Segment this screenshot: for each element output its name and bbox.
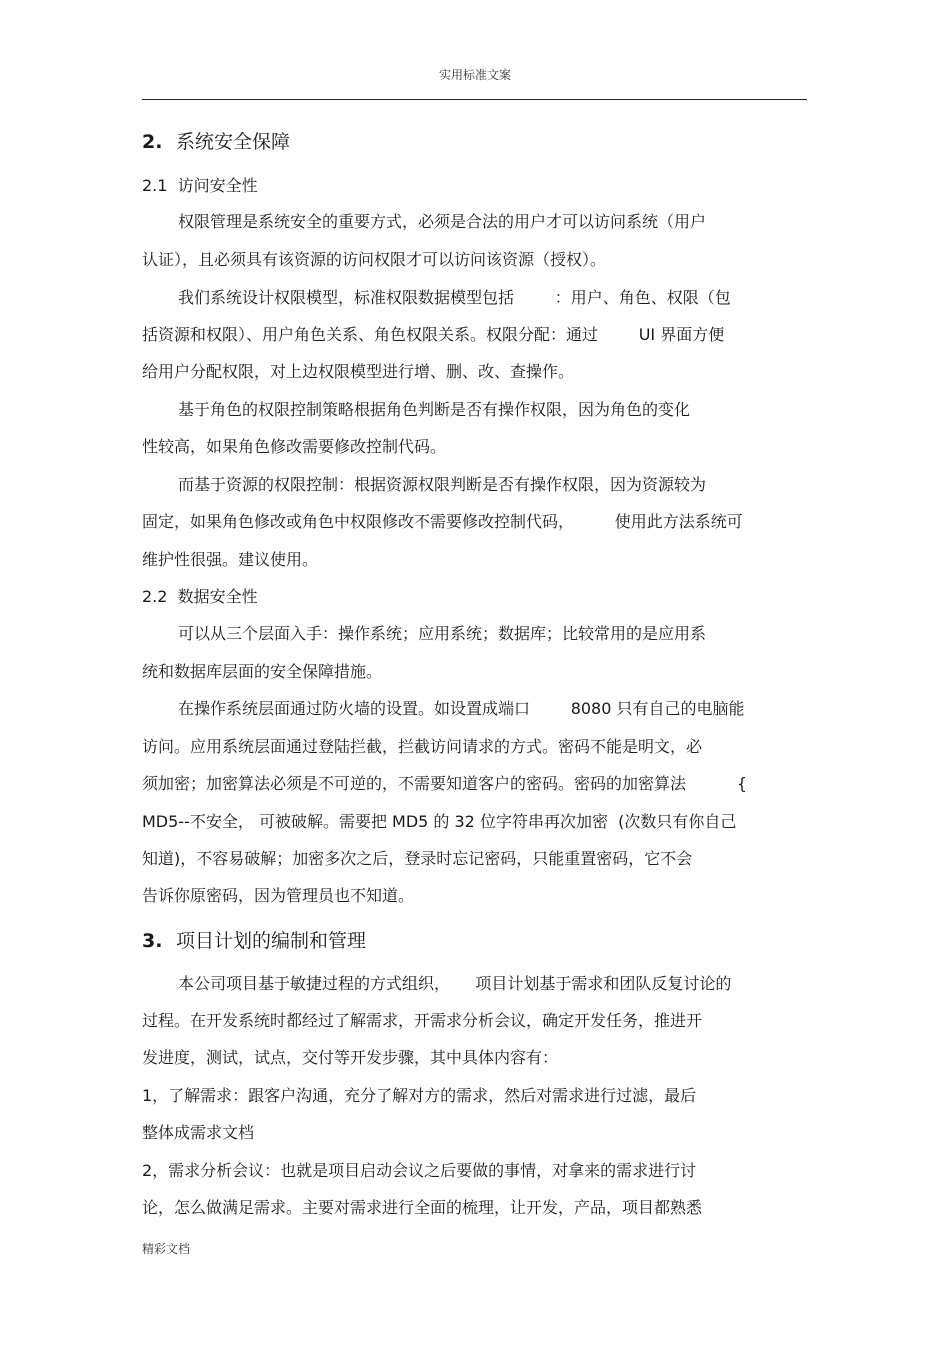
- paragraph-line: 访问。应用系统层面通过登陆拦截，拦截访问请求的方式。密码不能是明文，必: [142, 737, 703, 756]
- section-title: 项目计划的编制和管理: [176, 930, 367, 952]
- section-heading: [142, 931, 366, 951]
- paragraph-line: 认证），且必须具有该资源的访问权限才可以访问该资源（授权）。: [142, 250, 607, 269]
- section-heading: [142, 132, 290, 152]
- paragraph-line: 而基于资源的权限控制：根据资源权限判断是否有操作权限，因为资源较为: [178, 475, 707, 494]
- subsection-heading: 2.1 访问安全性: [142, 176, 258, 195]
- section-number: 2.: [142, 131, 163, 153]
- section-title: 系统安全保障: [176, 131, 291, 153]
- subsection-heading: 2.2 数据安全性: [142, 587, 258, 606]
- paragraph-line: 基于角色的权限控制策略根据角色判断是否有操作权限，因为角色的变化: [178, 400, 691, 419]
- section-number: 3.: [142, 930, 163, 952]
- paragraph-line: MD5--不安全， 可被破解。需要把 MD5 的 32 位字符串再次加密 (次数只有你自己: [142, 812, 737, 831]
- paragraph-line: 给用户分配权限，对上边权限模型进行增、删、改、查操作。: [142, 362, 575, 381]
- paragraph-line: 权限管理是系统安全的重要方式，必须是合法的用户才可以访问系统（用户: [178, 212, 707, 231]
- page-header: 实用标准文案: [438, 68, 511, 82]
- paragraph-line: 性较高，如果角色修改需要修改控制代码。: [142, 437, 447, 456]
- paragraph-line: 括资源和权限）、用户角色关系、角色权限关系。权限分配：通过 UI 界面方便: [142, 325, 725, 344]
- paragraph-line: 在操作系统层面通过防火墙的设置。如设置成端口 8080 只有自己的电脑能: [178, 699, 745, 718]
- page-footer: 精彩文档: [142, 1242, 191, 1256]
- list-item-line: 整体成需求文档: [142, 1123, 255, 1142]
- paragraph-line: 过程。在开发系统时都经过了解需求，开需求分析会议，确定开发任务，推进开: [142, 1011, 703, 1030]
- paragraph-line: 我们系统设计权限模型，标准权限数据模型包括 ：用户、角色、权限（包: [178, 288, 731, 307]
- paragraph-line: 须加密；加密算法必须是不可逆的，不需要知道客户的密码。密码的加密算法 {: [142, 774, 748, 793]
- paragraph-line: 维护性很强。建议使用。: [142, 550, 319, 569]
- header-rule: [142, 99, 807, 100]
- list-item-line: 论，怎么做满足需求。主要对需求进行全面的梳理，让开发，产品，项目都熟悉: [142, 1198, 703, 1217]
- paragraph-line: 固定，如果角色修改或角色中权限修改不需要修改控制代码， 使用此方法系统可: [142, 512, 743, 531]
- list-item-line: 1，了解需求：跟客户沟通，充分了解对方的需求，然后对需求进行过滤，最后: [142, 1086, 697, 1105]
- paragraph-line: 可以从三个层面入手：操作系统；应用系统；数据库；比较常用的是应用系: [178, 624, 707, 643]
- paragraph-line: 告诉你原密码，因为管理员也不知道。: [142, 886, 415, 905]
- paragraph-line: 发进度，测试，试点，交付等开发步骤，其中具体内容有：: [142, 1048, 559, 1067]
- paragraph-line: 知道)，不容易破解；加密多次之后，登录时忘记密码，只能重置密码，它不会: [142, 849, 693, 868]
- paragraph-line: 本公司项目基于敏捷过程的方式组织， 项目计划基于需求和团队反复讨论的: [178, 974, 732, 993]
- paragraph-line: 统和数据库层面的安全保障措施。: [142, 662, 383, 681]
- list-item-line: 2，需求分析会议：也就是项目启动会议之后要做的事情，对拿来的需求进行讨: [142, 1161, 697, 1180]
